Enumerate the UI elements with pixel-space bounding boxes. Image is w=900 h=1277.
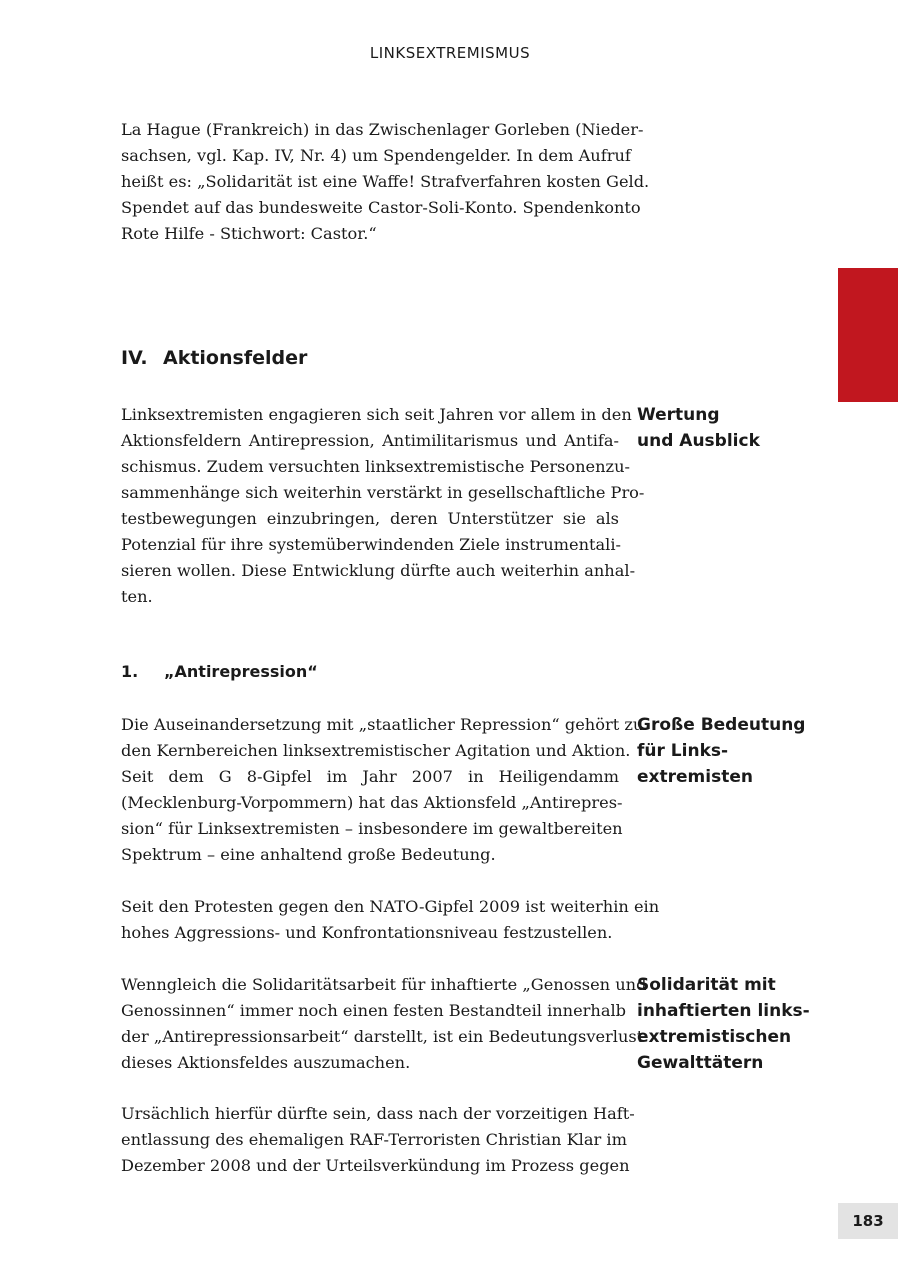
running-header: LINKSEXTREMISMUS — [369, 44, 531, 62]
text-line: (Mecklenburg-Vorpommern) hat das Aktionsfeld „Antirepres- — [121, 793, 623, 812]
margin-note-line: Solidarität mit — [637, 975, 776, 995]
margin-note-bedeutung — [637, 712, 837, 790]
paragraph-ursache — [121, 1101, 635, 1179]
margin-note-line: für Links- — [637, 741, 729, 761]
section-heading — [121, 347, 307, 369]
text-line: Spektrum – eine anhaltend große Bedeutung. — [121, 845, 496, 864]
text-line: Aktionsfeldern Antirepression, Antimilitarismus und Antifa- — [121, 431, 619, 450]
text-line: sachsen, vgl. Kap. IV, Nr. 4) um Spendengelder. In dem Aufruf — [121, 146, 631, 165]
text-line: der „Antirepressionsarbeit“ darstellt, ist ein Bedeutungsverlust — [121, 1027, 644, 1046]
margin-note-line: inhaftierten links- — [637, 1001, 810, 1021]
chapter-tab-marker — [838, 268, 898, 402]
margin-note-line: Wertung — [637, 405, 720, 425]
text-line: Dezember 2008 und der Urteilsverkündung im Prozess gegen — [121, 1156, 630, 1175]
margin-note-line: und Ausblick — [637, 431, 760, 451]
subsection-heading — [121, 662, 318, 681]
text-line: schismus. Zudem versuchten linksextremistische Personenzu- — [121, 457, 630, 476]
intro-paragraph — [121, 117, 650, 247]
paragraph-solidaritaet — [121, 972, 647, 1076]
paragraph-wertung — [121, 402, 645, 610]
text-line: dieses Aktionsfeldes auszumachen. — [121, 1053, 411, 1072]
margin-note-line: extremisten — [637, 767, 753, 787]
text-line: sieren wollen. Diese Entwicklung dürfte auch weiterhin anhal- — [121, 561, 636, 580]
subsection-number: 1. — [121, 662, 139, 681]
margin-note-line: Große Bedeutung — [637, 715, 806, 735]
text-line: Ursächlich hierfür dürfte sein, dass nach der vorzeitigen Haft- — [121, 1104, 635, 1123]
text-line: Potenzial für ihre systemüberwindenden Ziele instrumentali- — [121, 535, 621, 554]
text-line: entlassung des ehemaligen RAF-Terroristen Christian Klar im — [121, 1130, 627, 1149]
paragraph-bedeutung — [121, 712, 644, 868]
page-number: 183 — [838, 1203, 898, 1239]
text-line: La Hague (Frankreich) in das Zwischenlager Gorleben (Nieder- — [121, 120, 644, 139]
text-line: hohes Aggressions- und Konfrontationsniveau festzustellen. — [121, 923, 613, 942]
margin-note-wertung — [637, 402, 837, 454]
text-line: sion“ für Linksextremisten – insbesondere im gewaltbereiten — [121, 819, 623, 838]
text-line: Die Auseinandersetzung mit „staatlicher Repression“ gehört zu — [121, 715, 644, 734]
section-number: IV. — [121, 347, 148, 369]
text-line: Linksextremisten engagieren sich seit Jahren vor allem in den — [121, 405, 632, 424]
paragraph-nato — [121, 894, 660, 946]
text-line: Spendet auf das bundesweite Castor-Soli-Konto. Spendenkonto — [121, 198, 641, 217]
subsection-title: „Antirepression“ — [164, 662, 318, 681]
text-line: Wenngleich die Solidaritätsarbeit für inhaftierte „Genossen und — [121, 975, 647, 994]
section-title: Aktionsfelder — [163, 347, 308, 369]
text-line: Rote Hilfe - Stichwort: Castor.“ — [121, 224, 377, 243]
text-line: heißt es: „Solidarität ist eine Waffe! Strafverfahren kosten Geld. — [121, 172, 650, 191]
text-line: Genossinnen“ immer noch einen festen Bestandteil innerhalb — [121, 1001, 627, 1020]
text-line: sammenhänge sich weiterhin verstärkt in gesellschaftliche Pro- — [121, 483, 645, 502]
text-line: Seit den Protesten gegen den NATO-Gipfel 2009 ist weiterhin ein — [121, 897, 660, 916]
text-line: ten. — [121, 587, 153, 606]
text-line: Seit dem G 8-Gipfel im Jahr 2007 in Heiligendamm — [121, 767, 619, 786]
text-line: den Kernbereichen linksextremistischer Agitation und Aktion. — [121, 741, 631, 760]
text-line: testbewegungen einzubringen, deren Unterstützer sie als — [121, 509, 619, 528]
margin-note-line: Gewalttätern — [637, 1053, 764, 1073]
margin-note-line: extremistischen — [637, 1027, 792, 1047]
margin-note-solidaritaet — [637, 972, 837, 1076]
